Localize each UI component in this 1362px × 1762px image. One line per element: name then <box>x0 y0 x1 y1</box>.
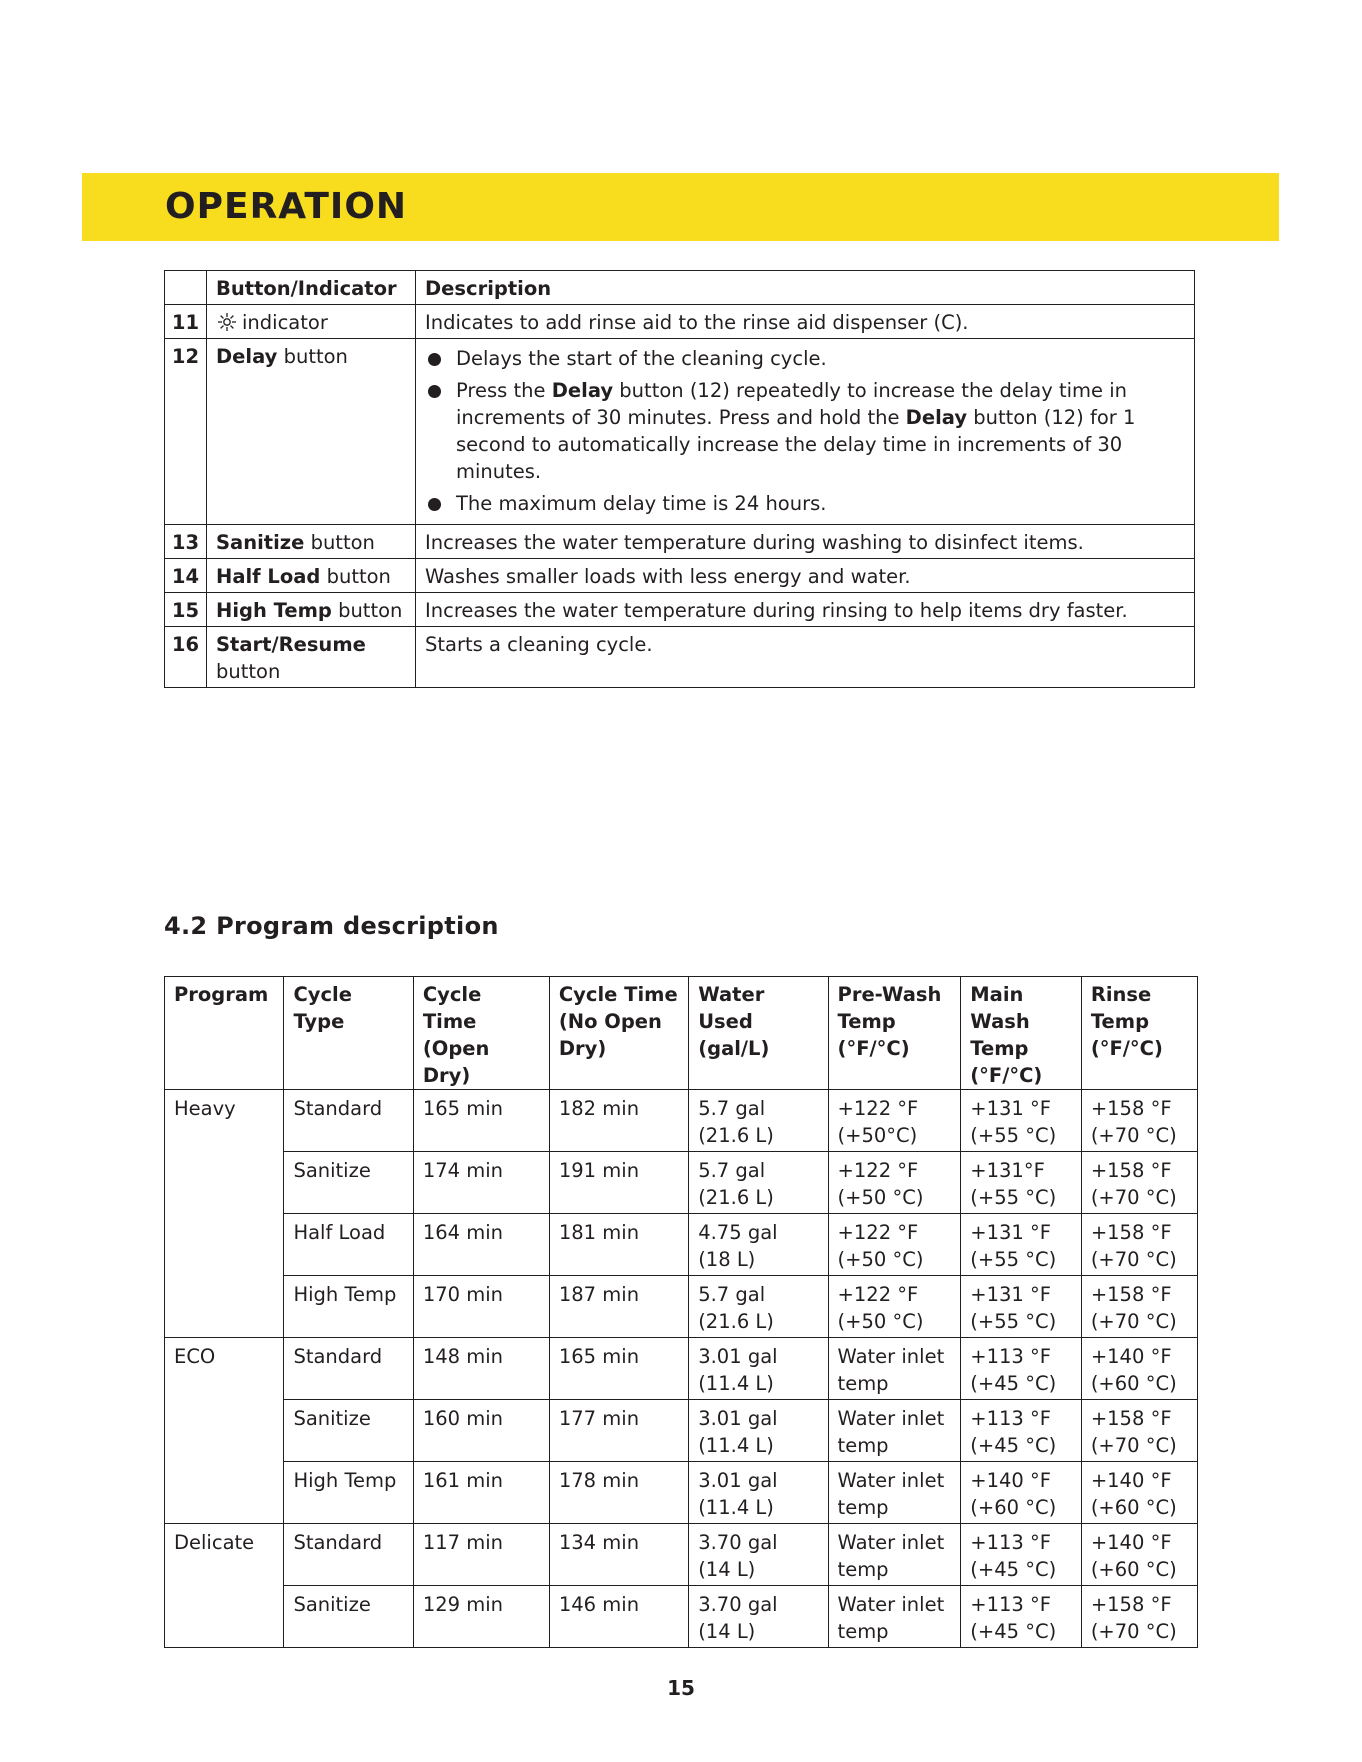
cycle-time-no-open-dry-cell: 134 min <box>549 1524 688 1586</box>
button-name: Start/Resume <box>216 633 366 656</box>
cell-line: (+70 °C) <box>1090 1620 1177 1643</box>
cycle-time-no-open-dry-cell: 178 min <box>549 1462 688 1524</box>
button-name-cell <box>207 627 416 688</box>
button-table-row <box>165 339 1195 525</box>
header-line: (No Open <box>558 1010 662 1033</box>
operation-banner <box>82 173 1279 241</box>
cell-line: Water inlet <box>837 1593 945 1616</box>
header-line: Cycle Time <box>558 983 678 1006</box>
program-header-cell <box>828 977 961 1090</box>
button-name-cell <box>207 559 416 593</box>
cell-line: +122 °F <box>837 1097 919 1120</box>
cycle-type-cell: Sanitize <box>284 1586 413 1648</box>
cell-line: (14 L) <box>698 1558 756 1581</box>
cell-line: +113 °F <box>970 1407 1051 1430</box>
cell-line: (+50 °C) <box>837 1310 924 1333</box>
description-cell: Increases the water temperature during washing to disinfect items. <box>416 525 1195 559</box>
program-row <box>165 1462 1198 1524</box>
cell-line: (+55 °C) <box>970 1124 1057 1147</box>
cell-line: +113 °F <box>970 1531 1051 1554</box>
cell-line: (+50°C) <box>837 1124 918 1147</box>
cell-line: temp <box>837 1434 889 1457</box>
cell-line: (11.4 L) <box>698 1496 774 1519</box>
header-button-indicator: Button/Indicator <box>207 271 416 305</box>
main-wash-temp-cell <box>961 1586 1082 1648</box>
button-table-row <box>165 305 1195 339</box>
cycle-time-no-open-dry-cell: 181 min <box>549 1214 688 1276</box>
button-name-cell <box>207 339 416 525</box>
cycle-type-cell: Standard <box>284 1338 413 1400</box>
cycle-type-cell: High Temp <box>284 1462 413 1524</box>
row-number: 11 <box>165 305 207 339</box>
cell-line: (+70 °C) <box>1090 1124 1177 1147</box>
header-line: Temp <box>1090 1010 1150 1033</box>
cell-line: (14 L) <box>698 1620 756 1643</box>
cell-line: +122 °F <box>837 1221 919 1244</box>
main-wash-temp-cell <box>961 1152 1082 1214</box>
cell-line: +131°F <box>970 1159 1045 1182</box>
cell-line: +158 °F <box>1090 1159 1172 1182</box>
page-number: 15 <box>667 1676 695 1700</box>
program-row <box>165 1586 1198 1648</box>
water-used-cell <box>689 1524 828 1586</box>
cycle-type-cell: Standard <box>284 1524 413 1586</box>
water-used-cell <box>689 1214 828 1276</box>
program-description-heading: 4.2 Program description <box>164 912 499 940</box>
header-line: (Open Dry) <box>422 1037 490 1087</box>
header-line: (°F/°C) <box>970 1064 1043 1087</box>
program-header-cell <box>413 977 549 1090</box>
cell-line: temp <box>837 1496 889 1519</box>
program-name-cell <box>165 1276 284 1338</box>
button-name-cell <box>207 525 416 559</box>
cell-line: +131 °F <box>970 1283 1051 1306</box>
program-name-cell: Heavy <box>165 1090 284 1152</box>
button-type: button <box>338 599 403 622</box>
program-header-cell <box>165 977 284 1090</box>
cell-line: Water inlet <box>837 1345 945 1368</box>
cell-line: 3.70 gal <box>698 1531 778 1554</box>
header-line: Temp <box>970 1037 1029 1060</box>
cycle-time-open-dry-cell: 160 min <box>413 1400 549 1462</box>
program-row <box>165 1400 1198 1462</box>
water-used-cell <box>689 1090 828 1152</box>
rinse-temp-cell <box>1081 1152 1197 1214</box>
main-wash-temp-cell <box>961 1400 1082 1462</box>
water-used-cell <box>689 1276 828 1338</box>
cycle-time-open-dry-cell: 165 min <box>413 1090 549 1152</box>
prewash-temp-cell <box>828 1152 961 1214</box>
cell-line: +158 °F <box>1090 1097 1172 1120</box>
cell-line: +122 °F <box>837 1159 919 1182</box>
cell-line: +158 °F <box>1090 1593 1172 1616</box>
cell-line: (+60 °C) <box>1090 1496 1177 1519</box>
cell-line: (+45 °C) <box>970 1558 1057 1581</box>
program-name-cell <box>165 1214 284 1276</box>
cycle-time-open-dry-cell: 174 min <box>413 1152 549 1214</box>
cycle-time-no-open-dry-cell: 146 min <box>549 1586 688 1648</box>
program-description-table <box>164 976 1198 1648</box>
cell-line: temp <box>837 1558 889 1581</box>
program-header-cell <box>1081 977 1197 1090</box>
cycle-time-no-open-dry-cell: 187 min <box>549 1276 688 1338</box>
prewash-temp-cell <box>828 1524 961 1586</box>
cycle-time-open-dry-cell: 117 min <box>413 1524 549 1586</box>
cell-line: (+55 °C) <box>970 1248 1057 1271</box>
button-type: button <box>283 345 348 368</box>
program-name-cell <box>165 1462 284 1524</box>
cell-line: (+55 °C) <box>970 1310 1057 1333</box>
program-header-cell <box>284 977 413 1090</box>
cycle-time-open-dry-cell: 161 min <box>413 1462 549 1524</box>
water-used-cell <box>689 1586 828 1648</box>
description-cell: Indicates to add rinse aid to the rinse aid dispenser (C). <box>416 305 1195 339</box>
button-type: button <box>310 531 375 554</box>
cycle-type-cell: High Temp <box>284 1276 413 1338</box>
cell-line: +140 °F <box>1090 1469 1172 1492</box>
rinse-temp-cell <box>1081 1462 1197 1524</box>
cell-line: +158 °F <box>1090 1221 1172 1244</box>
prewash-temp-cell <box>828 1214 961 1276</box>
program-row <box>165 1524 1198 1586</box>
cycle-type-cell: Half Load <box>284 1214 413 1276</box>
button-indicator-table <box>164 270 1195 688</box>
cycle-type-cell: Sanitize <box>284 1152 413 1214</box>
cell-line: (+70 °C) <box>1090 1310 1177 1333</box>
description-cell: Increases the water temperature during rinsing to help items dry faster. <box>416 593 1195 627</box>
cell-line: (+60 °C) <box>970 1496 1057 1519</box>
cell-line: Water inlet <box>837 1407 945 1430</box>
prewash-temp-cell <box>828 1338 961 1400</box>
header-line: Cycle Time <box>422 983 482 1033</box>
button-name: Sanitize <box>216 531 305 554</box>
bullet-text-part: button (12) repeatedly to increase the delay time in increments of 30 minutes. Press and hold the <box>456 379 1128 429</box>
bullet-text-part: Press the <box>456 379 552 402</box>
cycle-time-open-dry-cell: 170 min <box>413 1276 549 1338</box>
button-type: indicator <box>242 311 328 334</box>
row-number: 13 <box>165 525 207 559</box>
button-name: High Temp <box>216 599 332 622</box>
header-description: Description <box>416 271 1195 305</box>
main-wash-temp-cell <box>961 1462 1082 1524</box>
program-row <box>165 1152 1198 1214</box>
rinse-temp-cell <box>1081 1276 1197 1338</box>
button-name-cell <box>207 593 416 627</box>
description-bullets <box>425 345 1186 517</box>
cell-line: (18 L) <box>698 1248 756 1271</box>
cell-line: (+50 °C) <box>837 1186 924 1209</box>
cell-line: 3.01 gal <box>698 1469 778 1492</box>
prewash-temp-cell <box>828 1090 961 1152</box>
cell-line: (21.6 L) <box>698 1310 774 1333</box>
cell-line: (+45 °C) <box>970 1372 1057 1395</box>
header-line: Main <box>970 983 1024 1006</box>
button-table-row <box>165 627 1195 688</box>
button-table-header-row <box>165 271 1195 305</box>
cell-line: 3.70 gal <box>698 1593 778 1616</box>
rinse-aid-icon <box>216 311 238 333</box>
button-table-row <box>165 593 1195 627</box>
prewash-temp-cell <box>828 1276 961 1338</box>
program-header-cell <box>689 977 828 1090</box>
rinse-temp-cell <box>1081 1586 1197 1648</box>
program-header-cell <box>961 977 1082 1090</box>
button-table-row <box>165 525 1195 559</box>
cycle-time-no-open-dry-cell: 165 min <box>549 1338 688 1400</box>
cell-line: (+50 °C) <box>837 1248 924 1271</box>
cycle-time-no-open-dry-cell: 177 min <box>549 1400 688 1462</box>
bullet-item <box>425 377 1186 485</box>
button-name: Half Load <box>216 565 321 588</box>
rinse-temp-cell <box>1081 1090 1197 1152</box>
cell-line: 5.7 gal <box>698 1097 766 1120</box>
cycle-type-cell: Standard <box>284 1090 413 1152</box>
program-name-cell: Delicate <box>165 1524 284 1586</box>
button-name-cell <box>207 305 416 339</box>
bullet-text-part: Delay <box>905 406 968 429</box>
cycle-time-open-dry-cell: 164 min <box>413 1214 549 1276</box>
cell-line: +131 °F <box>970 1097 1051 1120</box>
rinse-temp-cell <box>1081 1400 1197 1462</box>
main-wash-temp-cell <box>961 1524 1082 1586</box>
button-name: Delay <box>216 345 278 368</box>
bullet-text-part: Delay <box>551 379 614 402</box>
header-line: Program <box>174 983 269 1006</box>
water-used-cell <box>689 1152 828 1214</box>
cell-line: (11.4 L) <box>698 1372 774 1395</box>
header-line: (gal/L) <box>698 1037 770 1060</box>
program-row <box>165 1214 1198 1276</box>
header-line: Cycle Type <box>293 983 352 1033</box>
cycle-time-no-open-dry-cell: 191 min <box>549 1152 688 1214</box>
program-name-cell <box>165 1400 284 1462</box>
cell-line: (+60 °C) <box>1090 1558 1177 1581</box>
header-number <box>165 271 207 305</box>
cell-line: 5.7 gal <box>698 1159 766 1182</box>
header-line: (°F/°C) <box>1090 1037 1163 1060</box>
rinse-temp-cell <box>1081 1214 1197 1276</box>
water-used-cell <box>689 1338 828 1400</box>
cell-line: +122 °F <box>837 1283 919 1306</box>
cell-line: (+70 °C) <box>1090 1434 1177 1457</box>
rinse-temp-cell <box>1081 1338 1197 1400</box>
cell-line: Water inlet <box>837 1469 945 1492</box>
cell-line: +158 °F <box>1090 1283 1172 1306</box>
program-row <box>165 1276 1198 1338</box>
cell-line: +158 °F <box>1090 1407 1172 1430</box>
cell-line: (+45 °C) <box>970 1434 1057 1457</box>
prewash-temp-cell <box>828 1400 961 1462</box>
cell-line: Water inlet <box>837 1531 945 1554</box>
description-cell: Starts a cleaning cycle. <box>416 627 1195 688</box>
cell-line: 5.7 gal <box>698 1283 766 1306</box>
cycle-time-no-open-dry-cell: 182 min <box>549 1090 688 1152</box>
cell-line: (+55 °C) <box>970 1186 1057 1209</box>
cell-line: (21.6 L) <box>698 1186 774 1209</box>
header-line: Water Used <box>698 983 765 1033</box>
row-number: 15 <box>165 593 207 627</box>
cell-line: (+70 °C) <box>1090 1186 1177 1209</box>
description-cell <box>416 339 1195 525</box>
water-used-cell <box>689 1400 828 1462</box>
prewash-temp-cell <box>828 1586 961 1648</box>
description-cell: Washes smaller loads with less energy and water. <box>416 559 1195 593</box>
header-line: Temp <box>837 1010 896 1033</box>
button-type: button <box>326 565 391 588</box>
main-wash-temp-cell <box>961 1276 1082 1338</box>
water-used-cell <box>689 1462 828 1524</box>
program-table-body <box>165 1090 1198 1648</box>
cell-line: +131 °F <box>970 1221 1051 1244</box>
bullet-text-part: button (12) for 1 second to automatically increase the delay time in increments of 30 minutes. <box>456 406 1136 483</box>
cell-line: +113 °F <box>970 1345 1051 1368</box>
cell-line: 3.01 gal <box>698 1407 778 1430</box>
cell-line: (+60 °C) <box>1090 1372 1177 1395</box>
rinse-temp-cell <box>1081 1524 1197 1586</box>
cell-line: (21.6 L) <box>698 1124 774 1147</box>
cycle-time-open-dry-cell: 148 min <box>413 1338 549 1400</box>
cell-line: 3.01 gal <box>698 1345 778 1368</box>
header-line: Rinse <box>1090 983 1152 1006</box>
cycle-time-open-dry-cell: 129 min <box>413 1586 549 1648</box>
button-table-body <box>165 305 1195 688</box>
cell-line: +140 °F <box>970 1469 1051 1492</box>
bullet-item: Delays the start of the cleaning cycle. <box>425 345 1186 372</box>
cell-line: (+45 °C) <box>970 1620 1057 1643</box>
header-line: (°F/°C) <box>837 1037 910 1060</box>
button-type: button <box>216 660 281 683</box>
program-name-cell <box>165 1586 284 1648</box>
main-wash-temp-cell <box>961 1338 1082 1400</box>
cell-line: +113 °F <box>970 1593 1051 1616</box>
button-table-row <box>165 559 1195 593</box>
program-name-cell <box>165 1152 284 1214</box>
cell-line: +140 °F <box>1090 1345 1172 1368</box>
program-table-header-row <box>165 977 1198 1090</box>
program-row <box>165 1338 1198 1400</box>
cell-line: temp <box>837 1620 889 1643</box>
program-name-cell: ECO <box>165 1338 284 1400</box>
row-number: 16 <box>165 627 207 688</box>
cell-line: temp <box>837 1372 889 1395</box>
cell-line: +140 °F <box>1090 1531 1172 1554</box>
bullet-item: The maximum delay time is 24 hours. <box>425 490 1186 517</box>
header-line: Wash <box>970 1010 1030 1033</box>
row-number: 12 <box>165 339 207 525</box>
header-line: Pre-Wash <box>837 983 942 1006</box>
cell-line: (+70 °C) <box>1090 1248 1177 1271</box>
row-number: 14 <box>165 559 207 593</box>
main-wash-temp-cell <box>961 1090 1082 1152</box>
cell-line: 4.75 gal <box>698 1221 778 1244</box>
page-title: OPERATION <box>165 186 408 227</box>
program-row <box>165 1090 1198 1152</box>
cell-line: (11.4 L) <box>698 1434 774 1457</box>
prewash-temp-cell <box>828 1462 961 1524</box>
program-header-cell <box>549 977 688 1090</box>
main-wash-temp-cell <box>961 1214 1082 1276</box>
cycle-type-cell: Sanitize <box>284 1400 413 1462</box>
header-line: Dry) <box>558 1037 607 1060</box>
